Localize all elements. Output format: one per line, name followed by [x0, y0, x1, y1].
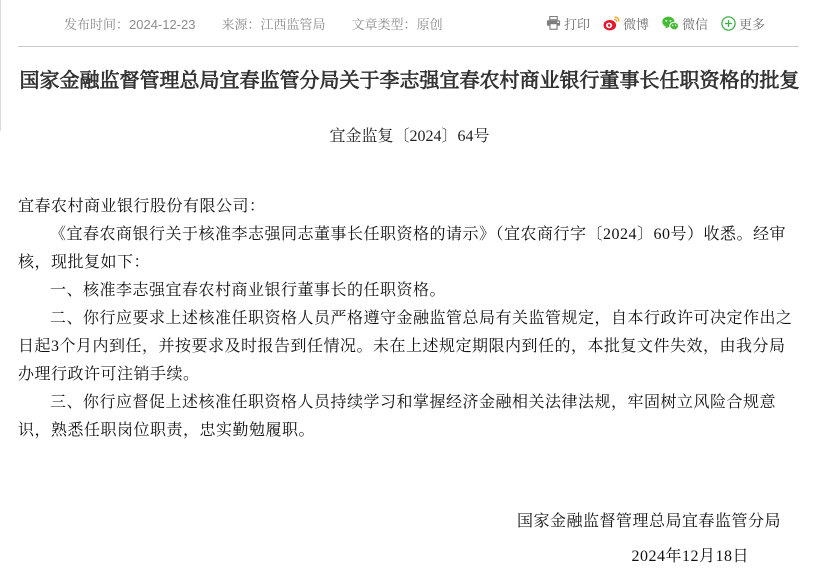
paragraph-item-3: 三、你行应督促上述核准任职资格人员持续学习和掌握经济金融相关法律法规，牢固树立风险合规意识，熟悉任职岗位职责，忠实勤勉履职。	[18, 394, 777, 439]
document-number: 宜金监复〔2024〕64号	[329, 128, 490, 145]
more-label: 更多	[738, 16, 765, 32]
article-meta-bar	[0, 0, 819, 46]
document-body	[18, 193, 800, 445]
signature-org: 国家金融监督管理总局宜春监管分局	[516, 513, 781, 530]
header-divider	[18, 46, 799, 47]
more-share-button[interactable]	[721, 14, 765, 33]
print-button[interactable]	[546, 14, 590, 33]
weibo-icon	[603, 16, 620, 31]
weibo-label: 微博	[622, 16, 649, 32]
source	[222, 14, 326, 33]
article-meta	[64, 14, 469, 33]
article-type	[352, 14, 443, 33]
weibo-share-button[interactable]	[603, 14, 649, 33]
document-title: 国家金融监督管理总局宜春监管分局关于李志强宜春农村商业银行董事长任职资格的批复	[19, 70, 800, 92]
publish-time	[64, 14, 196, 33]
publish-time-value: 2024-12-23	[129, 16, 196, 32]
wechat-label: 微信	[681, 16, 708, 32]
article-type-value: 原创	[416, 16, 443, 32]
signature-date: 2024年12月18日	[631, 548, 749, 565]
printer-icon	[546, 16, 561, 30]
source-value: 江西监管局	[260, 16, 326, 32]
page-edge-line	[0, 0, 1, 131]
paragraph-intro: 《宜春农商银行关于核准李志强同志董事长任职资格的请示》（宜农商行字〔2024〕60号）收悉。经审核，现批复如下：	[18, 226, 787, 271]
publish-time-label: 发布时间：	[64, 16, 130, 32]
signature-block	[0, 507, 819, 572]
paragraph-item-2: 二、你行应要求上述核准任职资格人员严格遵守金融监管总局有关监管规定，自本行政许可决定作出之日起3个月内到任，并按要求及时报告到任情况。未在上述规定期限内到任的，本批复文件失效，由我分局办理行政许可注销手续。	[18, 310, 793, 383]
article-type-label: 文章类型：	[351, 16, 417, 32]
paragraph-item-1: 一、核准李志强宜春农村商业银行董事长的任职资格。	[50, 282, 447, 299]
source-label: 来源：	[221, 16, 261, 32]
wechat-share-button[interactable]	[662, 14, 708, 33]
print-label: 打印	[563, 16, 590, 32]
wechat-icon	[662, 16, 679, 31]
share-toolbar	[546, 14, 765, 33]
plus-circle-icon	[721, 16, 736, 31]
salutation-line: 宜春农村商业银行股份有限公司：	[18, 198, 266, 215]
